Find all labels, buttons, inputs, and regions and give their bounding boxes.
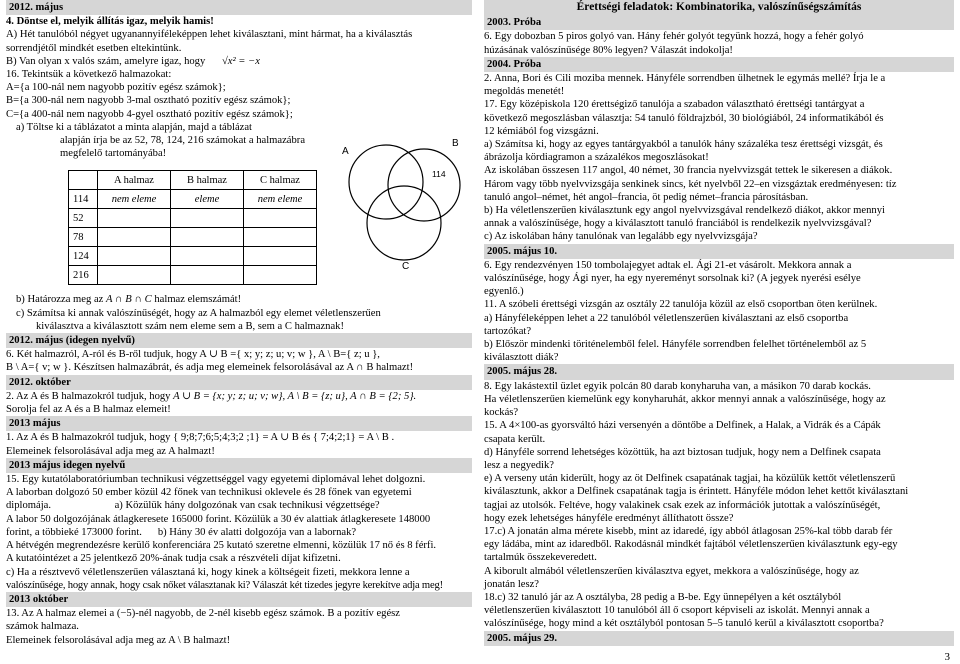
text-line: jonatán lesz? — [484, 578, 540, 590]
venn-circle-c — [367, 186, 441, 260]
text-line: A kutatóintézet a 25 jelentkező 20%-ának tudja csak a részvételi díjat kifizetni. — [6, 553, 341, 565]
set-definition: C={a 400-nál nem nagyobb 4-gyel osztható pozitív egész számok}; — [6, 108, 293, 120]
text-line: A laborban dolgozó 50 ember közül 42 főnek van technikusi oklevele és 28 főnek van egyetemi — [6, 487, 412, 499]
table-cell: 114 — [69, 190, 98, 209]
text-line: 6. Egy dobozban 5 piros golyó van. Hány fehér golyót tegyünk hozzá, hogy a fehér golyó — [484, 31, 864, 43]
table-cell: 78 — [69, 228, 98, 247]
text-part: halmaz elemszámát! — [154, 294, 242, 306]
text-line: 12 kémiából fog vizsgázni. — [484, 125, 599, 137]
venn-diagram — [338, 137, 468, 272]
table-cell — [244, 266, 317, 285]
table-row — [69, 247, 317, 266]
text-part: 2. Az A és B halmazokról tudjuk, hogy — [6, 390, 171, 402]
table-header: A halmaz — [98, 171, 171, 190]
text-line: tagjai az utolsók. Feltéve, hogy valakinek csak ezek az információk jutottak a valószínűségét, — [484, 499, 881, 511]
table-header: C halmaz — [244, 171, 317, 190]
text-line: 15. Egy kutatólaboratóriumban technikusi végzettséggel vagy egyetemi diplomával lehet dolgozni. — [6, 474, 426, 486]
text-line: A kiborult almából véletlenszerűen kiválasztva egyet, mekkora a valószínűsége, hogy az — [484, 565, 859, 577]
text-line: a) Töltse ki a táblázatot a minta alapján, majd a táblázat — [16, 121, 253, 133]
text-line — [6, 293, 472, 306]
text-line: Elemeinek felsorolásával adja meg az A halmazt! — [6, 445, 215, 457]
text-line: A hétvégén megrendezésre kerülő konferenciára 25 kutató szeretne elmenni, közülük 17 nő és 8 férfi. — [6, 540, 437, 552]
formula: A ∩ B ∩ C — [106, 294, 152, 306]
text-line: c) Számítsa ki annak valószínűségét, hogy az A halmazból egy elemet véletlenszerűen — [16, 307, 381, 319]
text-line: Sorolja fel az A és a B halmaz elemeit! — [6, 404, 171, 416]
section-header: 2012. május — [6, 0, 472, 15]
text-line: e) A verseny után kiderült, hogy az öt Delfinek csapatának tagjai, ha közülük kettőt véletlenszerű — [484, 473, 896, 485]
text-line: kiválasztunk, akkor a Delfinek csapatának tagja is érintett. Hányféle módon lehet kettőt kiválasztani — [484, 486, 909, 498]
set-definition: B={a 300-nál nem nagyobb 3-mal osztható pozitív egész számok}; — [6, 95, 291, 107]
text-line: valószínűsége, hogy Ági nyer, ha egy nyereményt sorsolnak ki? (A jegyek nyerési esélye — [484, 273, 861, 285]
page-number: 3 — [944, 650, 950, 663]
text-line: valószínűsége, hogy annak, hogy csak nőket választanak ki? Válaszát két tizedes jegyre kerekítve adja meg! — [6, 579, 443, 591]
table-cell — [171, 228, 244, 247]
text-line: A) Hét tanulóból négyet ugyanannyiféleképpen lehet kiválasztani, mint hármat, ha a kiválasztás — [6, 29, 413, 41]
table-row — [69, 228, 317, 247]
table-cell: 124 — [69, 247, 98, 266]
text-line: lesz a negyedik? — [484, 459, 555, 471]
table-header: B halmaz — [171, 171, 244, 190]
text-line: annak a valószínűsége, hogy a kiválasztott tanuló franciából is rendelkezik nyelvvizsgával? — [484, 218, 872, 230]
text-line: B \ A={ v; w }. Készítsen halmazábrát, és adja meg elemeinek felsorolásával az A ∩ B halmazt! — [6, 362, 414, 374]
text-line: kockás? — [484, 407, 519, 419]
text-line: 15. A 4×100-as gyorsváltó házi versenyén a döntőbe a Delfinek, a Halak, a Vidrák és a Cápák — [484, 420, 881, 432]
formula: A ∪ B = {x; y; z; u; v; w}, A \ B = {z; u}, A ∩ B = {2; 5}. — [173, 390, 417, 402]
text-line: c) Ha a résztvevő véletlenszerűen választaná ki, hogy kinek a költségeit fizeti, mekkora lenne a — [6, 566, 410, 578]
venn-value: 114 — [432, 169, 446, 179]
text-line: 17. Egy középiskola 120 érettségiző tanulója a szabadon választható érettségi tantárgyat a — [484, 99, 865, 111]
table-cell: 52 — [69, 209, 98, 228]
text-line: 6. Egy rendezvényen 150 tombolajegyet adtak el. Ági 21-et vásárolt. Mekkora annak a — [484, 259, 852, 271]
text-line: ábrázolja kördiagramon a százalékos megoszlásokat! — [484, 152, 709, 164]
text-line: megfelelő tartományába! — [60, 148, 167, 160]
text-line: egyenlő.) — [484, 286, 524, 298]
venn-circle-a — [349, 145, 423, 219]
text-line — [6, 390, 472, 403]
formula: √x² = −x — [221, 55, 260, 67]
table-row — [69, 266, 317, 285]
section-header: 2013 május idegen nyelvű — [6, 458, 472, 473]
text-line: Ha véletlenszerűen kiemelünk egy konyharuhát, akkor mennyi annak a valószínűsége, hogy az — [484, 393, 886, 405]
question-title: 4. Döntse el, melyik állítás igaz, melyik hamis! — [6, 16, 214, 28]
text-line: húzásának valószínűsége 80% legyen? Válaszát indokolja! — [484, 44, 733, 56]
text-line: csapata került. — [484, 433, 546, 445]
venn-circle-b — [388, 149, 460, 221]
table-cell — [244, 209, 317, 228]
text-line: sorrendjétől mindkét esetben eltekintünk. — [6, 42, 182, 54]
membership-table — [68, 170, 317, 285]
text-line: tanuló angol–német, hét angol–francia, öt pedig német–francia párosításban. — [484, 191, 809, 203]
text-line: valószínűsége, hogy mind a két osztályból pontosan 5–5 tanuló kerül a kiválasztott csoportba? — [484, 618, 884, 630]
section-header: 2013 május — [6, 416, 472, 431]
text-part: b) Határozza meg az — [16, 294, 104, 306]
text-line: tartalmúk összekeveredett. — [484, 552, 597, 564]
venn-label-c: C — [402, 261, 410, 272]
table-cell — [98, 266, 171, 285]
table-cell — [98, 228, 171, 247]
table-cell: nem eleme — [98, 190, 171, 209]
table-header-row — [69, 171, 317, 190]
text-line: 2. Anna, Bori és Cili moziba mennek. Hányféle sorrendben ülhetnek le egymás mellé? Írja le a — [484, 73, 886, 85]
text-line: d) Hányféle sorrend lehetséges közöttük, ha azt biztosan tudjuk, hogy nem a Delfinek csapata — [484, 446, 881, 458]
text-line: Elemeinek felsorolásával adja meg az A \ B halmazt! — [6, 634, 231, 646]
text-line: hogy ezek lehetséges hányféle eredményt állíthatott össze? — [484, 512, 734, 524]
text-line: 13. Az A halmaz elemei a (−5)-nél nagyobb, de 2-nél kisebb egész számok. B a pozitív egész — [6, 608, 400, 620]
set-definition: A={a 100-nál nem nagyobb pozitív egész számok}; — [6, 82, 226, 94]
table-cell — [98, 209, 171, 228]
text-line: b) Ha véletlenszerűen kiválasztunk egy angol nyelvvizsgával rendelkező diákot, akkor mennyi — [484, 205, 885, 217]
text-line: kiválasztott diák? — [484, 352, 559, 364]
text-line: következő megoszlásban választja: 54 tanuló földrajzból, 30 biológiából, 24 informatikából és — [484, 112, 884, 124]
text-line: b) Először mindenki töriténelemből felel. Hányféle sorrendben felelhet történelemből az 5 — [484, 339, 867, 351]
table-row — [69, 209, 317, 228]
text-line: Három vagy több nyelvvizsgája senkinek sincs, két nyelvből 22–en vizsgáztak eredményesen: tíz — [484, 178, 897, 190]
table-cell: eleme — [171, 190, 244, 209]
text-line: c) Az iskolában hány tanulónak van legalább egy nyelvvizsgája? — [484, 231, 758, 243]
section-header: 2012. október — [6, 375, 472, 390]
venn-label-b: B — [452, 138, 459, 149]
venn-label-a: A — [342, 146, 349, 157]
section-header: 2005. május 28. — [484, 364, 954, 379]
table-cell — [171, 247, 244, 266]
text-line: forint, a többieké 173000 forint. b) Hány 30 év alatti dolgozója van a labornak? — [6, 526, 357, 538]
table-row — [69, 190, 317, 209]
text-line: 1. Az A és B halmazokról tudjuk, hogy { 9;8;7;6;5;4;3;2 ;1} = A ∪ B és { 7;4;2;1} = A \ B . — [6, 432, 395, 444]
text-line: alapján írja be az 52, 78, 124, 216 számokat a halmazábra — [60, 135, 306, 147]
section-header: 2013 október — [6, 592, 472, 607]
right-column — [484, 0, 954, 646]
text-line: tartozókat? — [484, 325, 532, 337]
text-line: egy ládába, mint az idaredből. Rakodásnál mindkét fajtából véletlenszerűen kiválasztunk egy-egy — [484, 539, 898, 551]
section-header: 2012. május (idegen nyelvű) — [6, 333, 472, 348]
text-line: számok halmaza. — [6, 621, 79, 633]
text-line: diplomája. a) Közülük hány dolgozónak van csak technikusi végzettsége? — [6, 500, 380, 512]
page-title: Érettségi feladatok: Kombinatorika, valószínűségszámítás — [484, 0, 954, 15]
table-header — [69, 171, 98, 190]
section-header: 2004. Próba — [484, 57, 954, 72]
text-line: Az iskolában összesen 117 angol, 40 német, 30 francia nyelvvizsgát tettek le sikeresen a diákok. — [484, 165, 893, 177]
table-cell: nem eleme — [244, 190, 317, 209]
text-line: kiválasztva a kiválasztott szám nem eleme sem a B, sem a C halmaznak! — [36, 320, 344, 332]
text-part: B) Van olyan x valós szám, amelyre igaz, hogy — [6, 55, 206, 67]
text-line: a) Számítsa ki, hogy az egyes tantárgyakból a tanulók hány százaléka tesz érettségi vizsgát, és — [484, 139, 883, 151]
table-cell — [171, 266, 244, 285]
text-line: 17.c) A jonatán alma mérete kisebb, mint az idaredé, így abból átlagosan 25%-kal több darab fér — [484, 525, 893, 537]
section-header: 2003. Próba — [484, 15, 954, 30]
section-header: 2005. május 29. — [484, 631, 954, 646]
text-line: a) Hányféleképpen lehet a 22 tanulóból véletlenszerűen kiválasztani az első csoportba — [484, 312, 849, 324]
text-line: megoldás menetét! — [484, 86, 565, 98]
table-cell: 216 — [69, 266, 98, 285]
text-line: 6. Két halmazról, A-ról és B-ről tudjuk, hogy A ∪ B ={ x; y; z; u; v; w }, A \ B={ z; u }, — [6, 349, 380, 361]
table-cell — [98, 247, 171, 266]
table-cell — [171, 209, 244, 228]
text-line: 8. Egy lakástextil üzlet egyik polcán 80 darab konyharuha van, a másikon 70 darab kockás. — [484, 380, 871, 392]
table-cell — [244, 228, 317, 247]
text-line — [6, 55, 472, 68]
text-line: véletlenszerűen kiválasztott 10 tanulóból áll ő csoport képviseli az iskolát. Mennyi annak a — [484, 605, 870, 617]
question-title: 16. Tekintsük a következő halmazokat: — [6, 69, 172, 81]
text-line: 18.c) 32 tanuló jár az A osztályba, 28 pedig a B-be. Egy ünnepélyen a két osztályból — [484, 591, 842, 603]
text-line: 11. A szóbeli érettségi vizsgán az osztály 22 tanulója közül az első csoportban öten kerülnek. — [484, 299, 878, 311]
left-column — [6, 0, 472, 647]
section-header: 2005. május 10. — [484, 244, 954, 259]
table-cell — [244, 247, 317, 266]
text-line: A labor 50 dolgozójának átlagkeresete 165000 forint. Közülük a 30 év alattiak átlagkeresete 148000 — [6, 513, 431, 525]
